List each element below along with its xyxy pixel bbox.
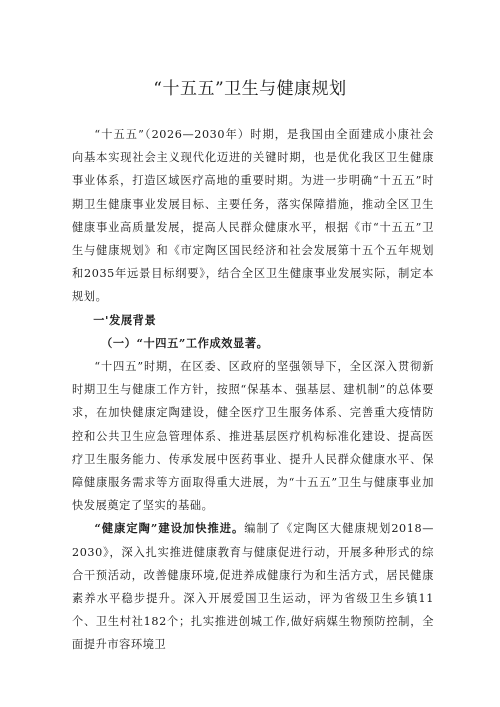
- document-body: [72, 123, 434, 657]
- subsection-heading-achievements: （一）“十四五”工作成效显著。: [101, 335, 269, 350]
- intro-paragraph: “十五五”（2026—2030年）时期，是我国由全面建成小康社会向基本实现社会主义现代化迈进的关键时期，也是优化我区卫生健康事业体系，打造区域医疗高地的重要时期。为进一步明确“十五五”时期卫生健康事业发展目标、主要任务，落实保障措施，推动全区卫生健康事业高质量发展，提高人民群众健康水平，根据《市“十五五”卫生与健康规划》和《市定陶区国民经济和社会发展第十五个五年规划和2035年远景目标纲要》，结合全区卫生健康事业发展实际，制定本规划。: [72, 128, 434, 304]
- paragraph-body-text: 编制了《定陶区大健康规划2018—2030》，深入扎实推进健康教育与健康促进行动，开展多种形式的综合干预活动，改善健康环境,促进养成健康行为和生活方式，居民健康素养水平稳步提升。深入开展爱国卫生运动，评为省级卫生乡镇11个、卫生村社182个；扎实推进创城工作,做好病媒生物预防控制，全面提升市容环境卫: [72, 522, 434, 652]
- section-heading-background: 一'发展背景: [93, 312, 157, 327]
- paragraph-lead-text: “健康定陶”建设加快推进。: [94, 521, 245, 536]
- healthy-dingtao-paragraph: [72, 517, 434, 656]
- achievements-paragraph: “十四五”时期，在区委、区政府的坚强领导下，全区深入贯彻新时期卫生与健康工作方针，按照“保基本、强基层、建机制”的总体要求，在加快健康定陶建设，健全医疗卫生服务体系、完善重大疫情防控和公共卫生应急管理体系、推进基层医疗机构标准化建设、提高医疗卫生服务能力、传承发展中医药事业、提升人民群众健康水平、保障健康服务需求等方面取得重大进展，为“十五五”卫生与健康事业加快发展奠定了坚实的基础。: [72, 360, 434, 513]
- page-title: “十五五”卫生与健康规划: [153, 79, 347, 99]
